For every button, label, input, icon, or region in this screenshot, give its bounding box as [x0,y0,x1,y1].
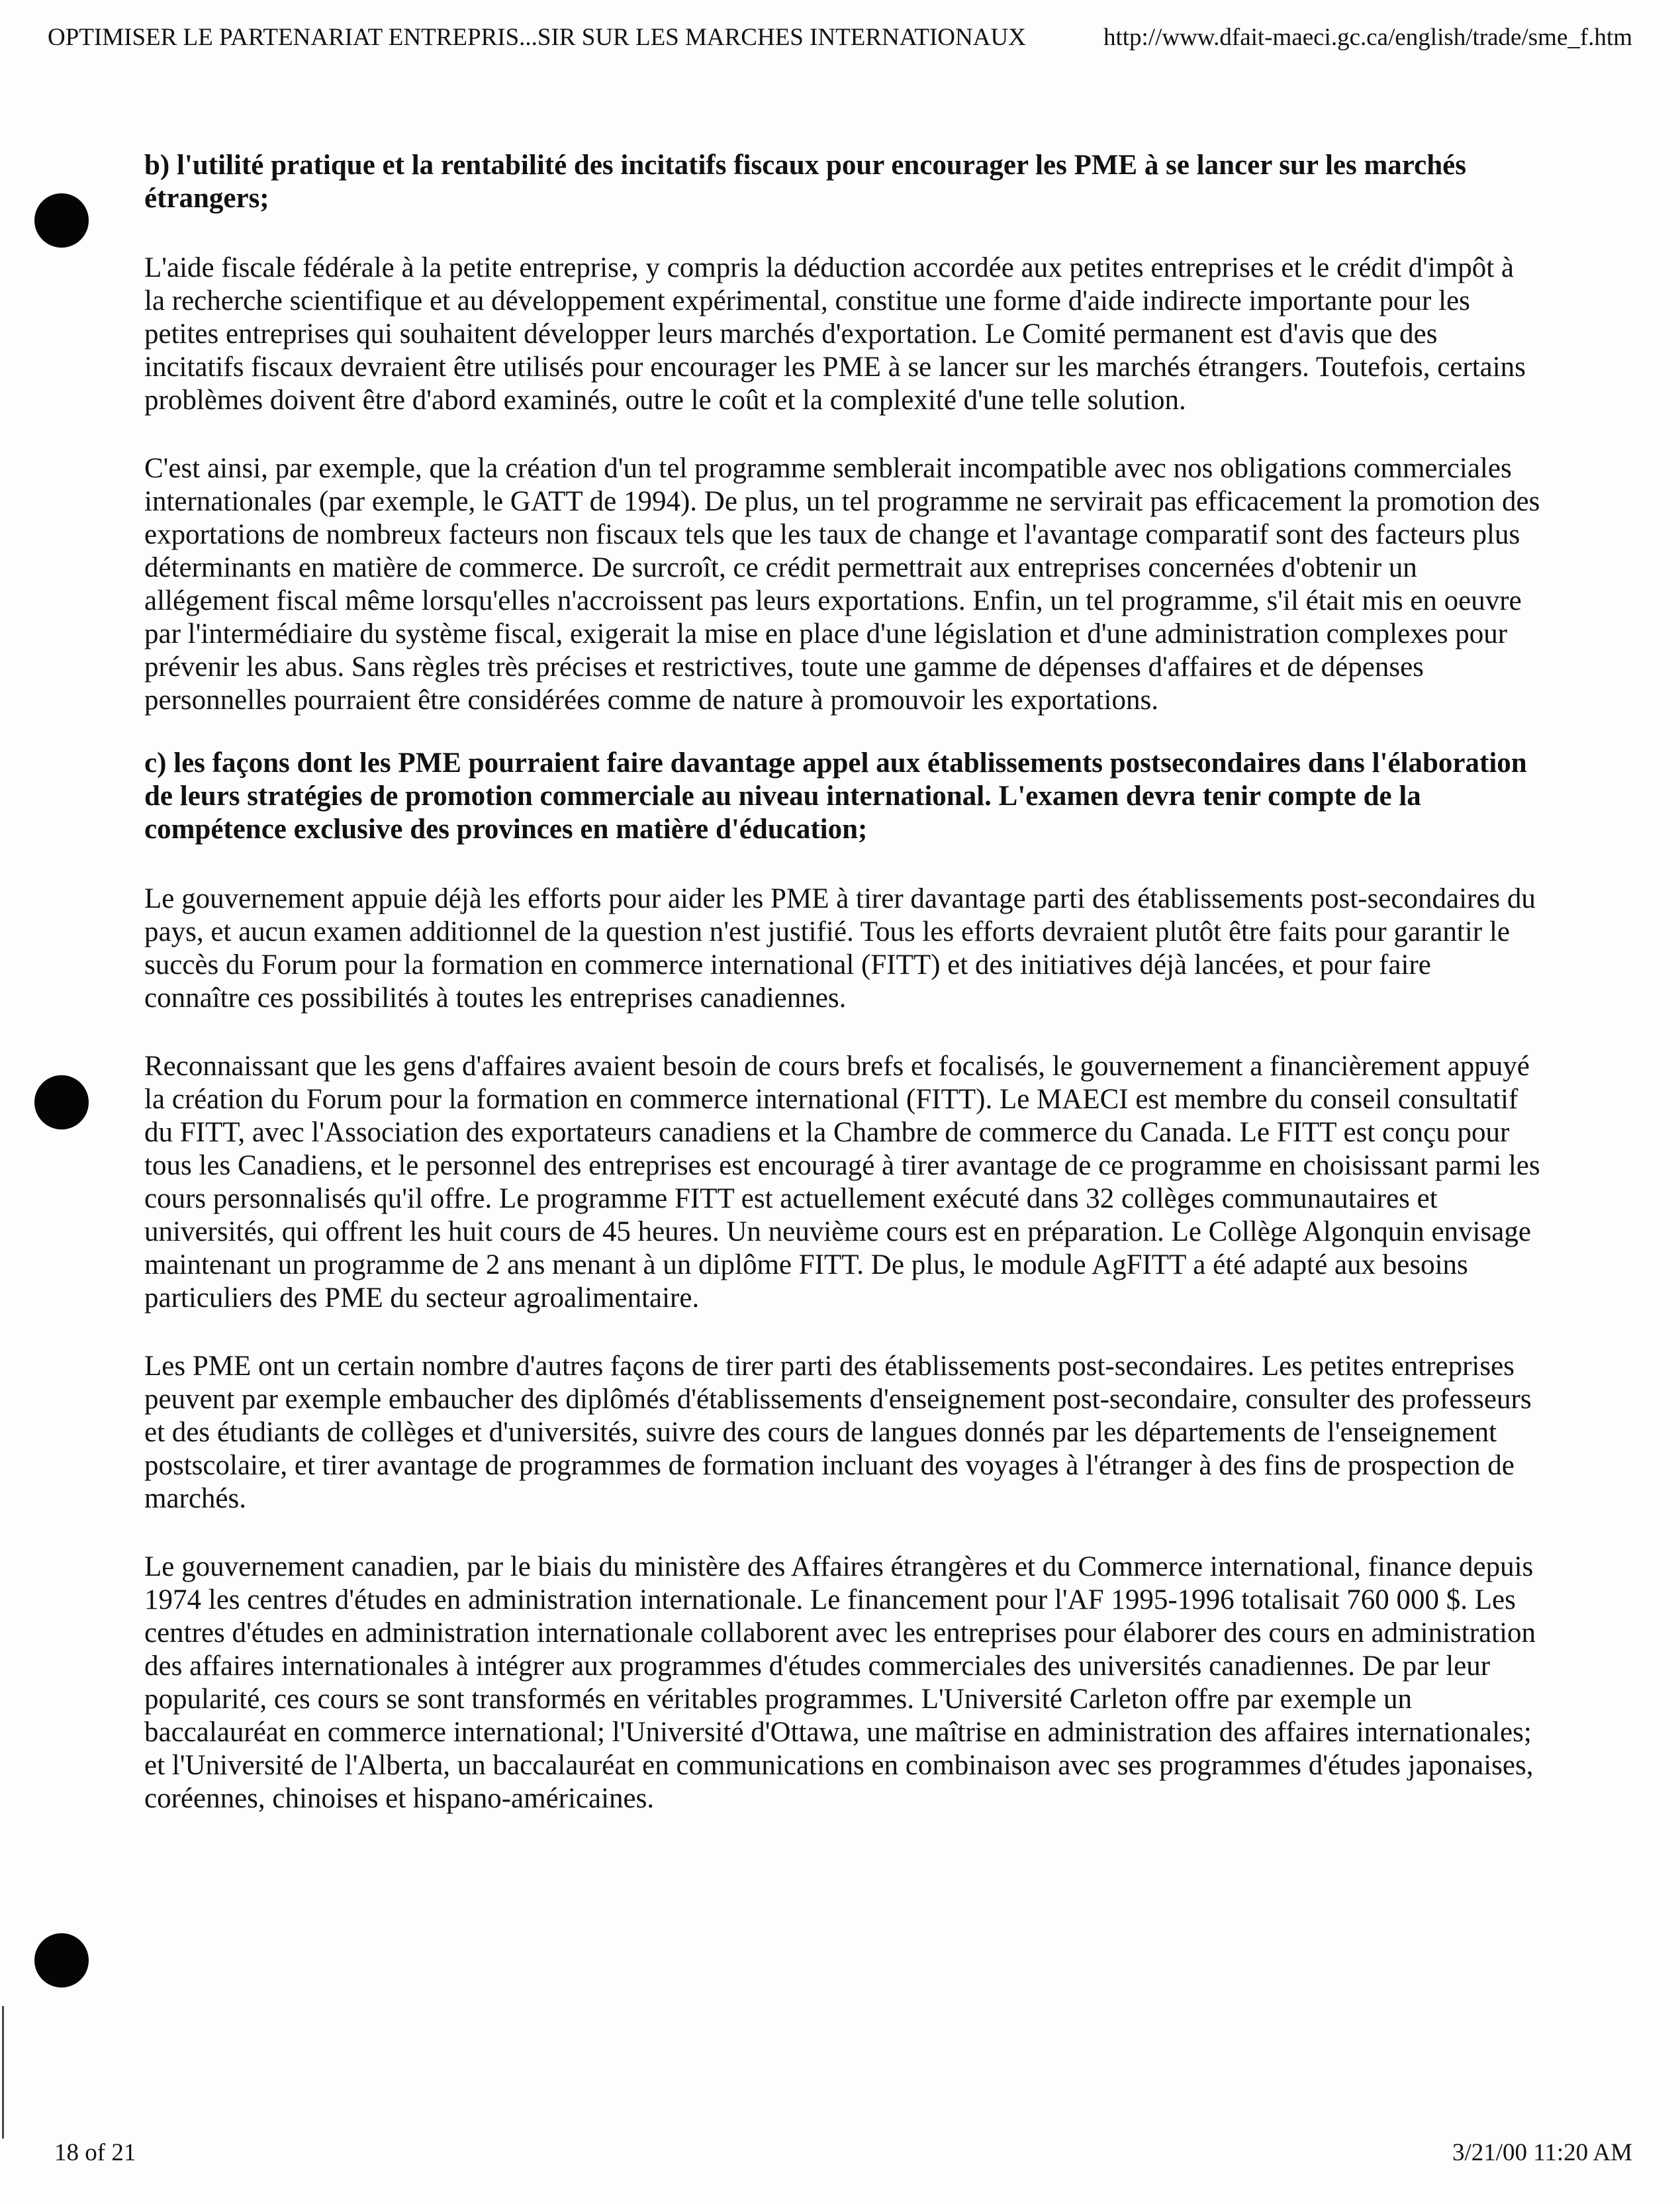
section-c-paragraph-1: Le gouvernement appuie déjà les efforts pour aider les PME à tirer davantage parti des établissements post-secondaires du pays, et aucun examen additionnel de la question n'est justifié. Tous les efforts devraient plutôt être faits pour garantir le succès du Forum pour la formation en commerce international (FITT) et des initiatives déjà lancées, et pour faire connaître ces possibilités à toutes les entreprises canadiennes. [144,883,1536,1014]
page-title: OPTIMISER LE PARTENARIAT ENTREPRIS...SIR SUR LES MARCHES INTERNATIONAUX [48,24,1026,51]
source-url: http://www.dfait-maeci.gc.ca/english/trade/sme_f.htm [1103,24,1632,51]
punch-hole [34,193,89,248]
scan-edge-mark [2,2006,4,2138]
punch-hole [34,1075,89,1129]
print-footer [54,2136,1632,2170]
section-b-heading: b) l'utilité pratique et la rentabilité des incitatifs fiscaux pour encourager les PME à se lancer sur les marchés étrangers; [144,150,1466,214]
section-c-paragraph-3: Les PME ont un certain nombre d'autres façons de tirer parti des établissements post-secondaires. Les petites entreprises peuvent par exemple embaucher des diplômés d'établissements d'enseignement post-secondaire, consulter des professeurs et des étudiants de collèges et d'universités, suivre des cours de langues donnés par les départements de l'enseignement postscolaire, et tirer avantage de programmes de formation incluant des voyages à l'étranger à des fins de prospection de marchés. [144,1351,1532,1514]
section-c-paragraph-2: Reconnaissant que les gens d'affaires avaient besoin de cours brefs et focalisés, le gouvernement a financièrement appuyé la création du Forum pour la formation en commerce international (FITT). Le MAECI est membre du conseil consultatif du FITT, avec l'Association des exportateurs canadiens et la Chambre de commerce du Canada. Le FITT est conçu pour tous les Canadiens, et le personnel des entreprises est encouragé à tirer avantage de ce programme en choisissant parmi les cours personnalisés qu'il offre. Le programme FITT est actuellement exécuté dans 32 collèges communautaires et universités, qui offrent les huit cours de 45 heures. Un neuvième cours est en préparation. Le Collège Algonquin envisage maintenant un programme de 2 ans menant à un diplôme FITT. De plus, le module AgFITT a été adapté aux besoins particuliers des PME du secteur agroalimentaire. [144,1051,1540,1314]
punch-hole [34,1933,89,1988]
page-indicator: 18 of 21 [54,2139,136,2166]
print-header [48,21,1632,54]
section-b-paragraph-2: C'est ainsi, par exemple, que la création d'un tel programme semblerait incompatible avec nos obligations commerciales internationales (par exemple, le GATT de 1994). De plus, un tel programme ne servirait pas efficacement la promotion des exportations de nombreux facteurs non fiscaux tels que les taux de change et l'avantage comparatif sont des facteurs plus déterminants en matière de commerce. De surcroît, ce crédit permettrait aux entreprises concernées d'obtenir un allégement fiscal même lorsqu'elles n'accroissent pas leurs exportations. Enfin, un tel programme, s'il était mis en oeuvre par l'intermédiaire du système fiscal, exigerait la mise en place d'une législation et d'une administration complexes pour prévenir les abus. Sans règles très précises et restrictives, toute une gamme de dépenses d'affaires et de dépenses personnelles pourraient être considérées comme de nature à promouvoir les exportations. [144,453,1540,716]
print-timestamp: 3/21/00 11:20 AM [1452,2139,1632,2166]
section-c-paragraph-4: Le gouvernement canadien, par le biais du ministère des Affaires étrangères et du Commerce international, finance depuis 1974 les centres d'études en administration internationale. Le financement pour l'AF 1995-1996 totalisait 760 000 $. Les centres d'études en administration internationale collaborent avec les entreprises pour élaborer des cours en administration des affaires internationales à intégrer aux programmes d'études commerciales des universités canadiennes. De par leur popularité, ces cours se sont transformés en véritables programmes. L'Université Carleton offre par exemple un baccalauréat en commerce international; l'Université d'Ottawa, une maîtrise en administration des affaires internationales; et l'Université de l'Alberta, un baccalauréat en communications en combinaison avec ses programmes d'études japonaises, coréennes, chinoises et hispano-américaines. [144,1551,1536,1814]
section-c-heading: c) les façons dont les PME pourraient faire davantage appel aux établissements postsecondaires dans l'élaboration de leurs stratégies de promotion commerciale au niveau international. L'examen devra tenir compte de la compétence exclusive des provinces en matière d'éducation; [144,747,1527,845]
document-body [144,149,1541,1850]
section-b-paragraph-1: L'aide fiscale fédérale à la petite entreprise, y compris la déduction accordée aux petites entreprises et le crédit d'impôt à la recherche scientifique et au développement expérimental, constitue une forme d'aide indirecte importante pour les petites entreprises qui souhaitent développer leurs marchés d'exportation. Le Comité permanent est d'avis que des incitatifs fiscaux devraient être utilisés pour encourager les PME à se lancer sur les marchés étrangers. Toutefois, certains problèmes doivent être d'abord examinés, outre le coût et la complexité d'une telle solution. [144,252,1526,416]
